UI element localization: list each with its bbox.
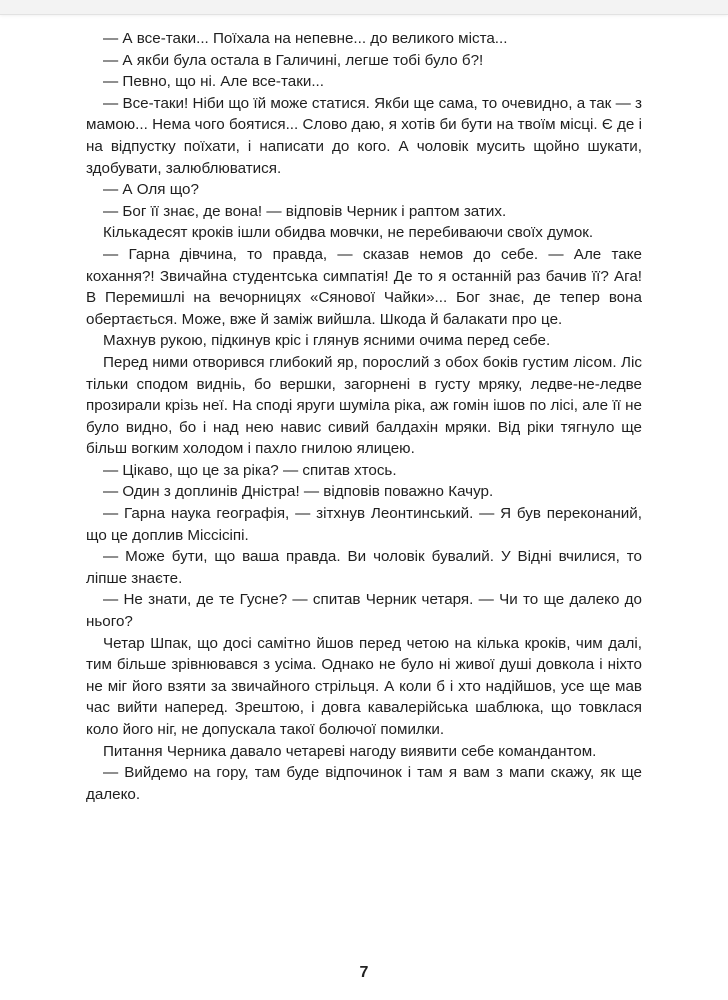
paragraph: — Все-таки! Ніби що їй може статися. Якби ще сама, то очевидно, а так — з мамою... Нема чого боятися... Слово даю, я хотів би бути на твоїм місці. Є де і на відпустку поїхати, і написати до кого. А чоловік мусить щойно шукати, здобувати, залюблюватися. xyxy=(86,94,642,177)
paragraph: Четар Шпак, що досі самітно йшов перед четою на кілька кроків, чим далі, тим більше зрівнювався з усіма. Однако не було ні живої душі довкола і ніхто не міг його взяти за звичайного стрільця. А коли б і хто надійшов, усе ще мав час вийти наперед. Зрештою, і довга кавалерійська шаблюка, що товклася коло його ніг, не допускала такої болючої помилки. xyxy=(86,634,642,738)
paragraph: — Один з доплинів Дністра! — відповів поважно Качур. xyxy=(103,483,494,501)
paragraph: Питання Черника давало четареві нагоду виявити себе командантом. xyxy=(103,742,597,760)
paragraph: — А все-таки... Поїхала на непевне... до великого міста... xyxy=(103,30,508,47)
paragraph: — Гарна дівчина, то правда, — сказав немов до себе. — Але таке кохання?! Звичайна студентська симпатія! Де то я останній раз бачив її? Ага! В Перемишлі на вечорницях «Сянової Чайки»... Бог знає, де тепер вона обертається. Може, вже й заміж вийшла. Шкода й балакати про це. xyxy=(86,245,642,328)
viewer-top-bar xyxy=(0,0,728,15)
paragraph: — Бог її знає, де вона! — відповів Черник і раптом затих. xyxy=(103,202,507,220)
page-text-body xyxy=(86,28,642,805)
paragraph: — Цікаво, що це за ріка? — спитав хтось. xyxy=(103,461,397,479)
page-number: 7 xyxy=(359,964,369,981)
paragraph: — А Оля що? xyxy=(103,181,199,199)
paragraph: Перед ними отворився глибокий яр, порослий з обох боків густим лісом. Ліс тільки сподом видніь, бо вершки, загорнені в густу мряку, ледве-не-ледве прозирали крізь неї. На споді яруги шуміла ріка, аж гомін ішов по лісі, але її не було видно, бо і над нею навис сивий балдахін мряки. Від ріки тягнуло ще більш вогким холодом і пахло гнилою ялицею. xyxy=(86,353,642,458)
paragraph: — Певно, що ні. Але все-таки... xyxy=(103,73,324,91)
paragraph: — Вийдемо на гору, там буде відпочинок і там я вам з мапи скажу, як ще далеко. xyxy=(86,764,642,803)
paragraph: — Може бути, що ваша правда. Ви чоловік бувалий. У Відні вчилися, то ліпше знаєте. xyxy=(86,548,642,587)
paragraph: — Гарна наука географія, — зітхнув Леонтинський. — Я був переконаний, що це доплив Міссісіпі. xyxy=(86,505,642,544)
paragraph: — А якби була остала в Галичині, легше тобі було б?! xyxy=(103,51,484,69)
paragraph: — Не знати, де те Гусне? — спитав Черник четаря. — Чи то ще далеко до нього? xyxy=(86,591,642,631)
paragraph: Махнув рукою, підкинув кріс і глянув ясними очима перед себе. xyxy=(103,332,551,350)
paragraph: Кількадесят кроків ішли обидва мовчки, не перебиваючи своїх думок. xyxy=(103,224,594,242)
